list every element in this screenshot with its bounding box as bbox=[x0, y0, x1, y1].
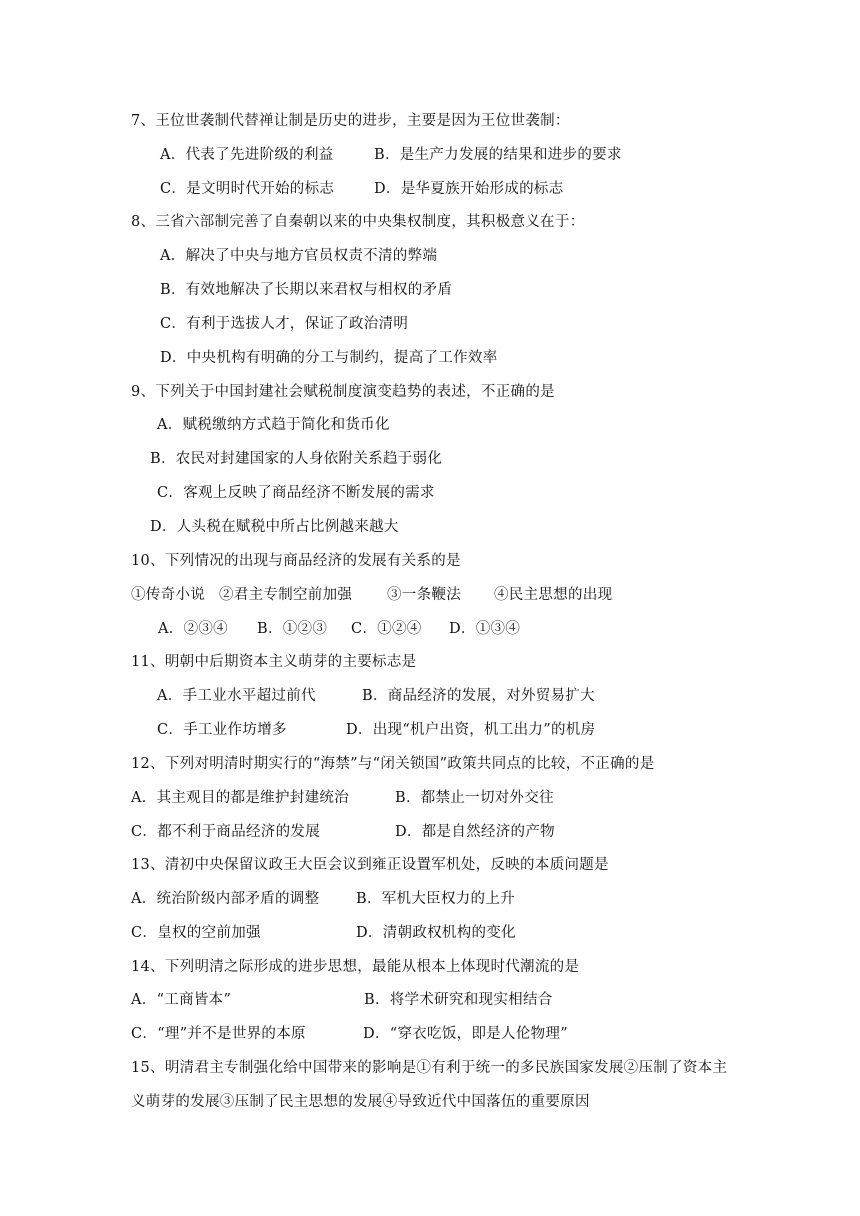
question-10-option-c: C．①②④ bbox=[351, 621, 422, 637]
question-14-option-d: D．“穿衣吃饭，即是人伦物理” bbox=[363, 1026, 568, 1042]
question-7-option-b: B．是生产力发展的结果和进步的要求 bbox=[374, 147, 622, 163]
question-7-option-d: D．是华夏族开始形成的标志 bbox=[374, 181, 564, 197]
question-8-option-b: B．有效地解决了长期以来君权与相权的矛盾 bbox=[160, 282, 453, 298]
question-15-stem-line-2: 义萌芽的发展③压制了民主思想的发展④导致近代中国落伍的重要原因 bbox=[131, 1094, 590, 1110]
question-9-option-c: C．客观上反映了商品经济不断发展的需求 bbox=[157, 485, 435, 501]
question-9-stem: 9、下列关于中国封建社会赋税制度演变趋势的表述，不正确的是 bbox=[131, 384, 555, 400]
question-11-option-a: A．手工业水平超过前代 bbox=[157, 688, 316, 704]
question-10-item-4: ④民主思想的出现 bbox=[494, 587, 613, 603]
question-9-option-a: A．赋税缴纳方式趋于简化和货币化 bbox=[157, 417, 390, 433]
question-12-stem: 12、下列对明清时期实行的“海禁”与“闭关锁国”政策共同点的比较，不正确的是 bbox=[131, 756, 655, 772]
question-13-option-a: A．统治阶级内部矛盾的调整 bbox=[131, 891, 320, 907]
question-14-stem: 14、下列明清之际形成的进步思想，最能从根本上体现时代潮流的是 bbox=[131, 959, 580, 975]
question-8-option-c: C．有利于选拔人才，保证了政治清明 bbox=[160, 316, 409, 332]
question-10-item-3: ③一条鞭法 bbox=[387, 587, 461, 603]
question-14-option-a: A．“工商皆本” bbox=[131, 992, 232, 1008]
question-10-item-2: ②君主专制空前加强 bbox=[219, 587, 353, 603]
question-7-option-c: C．是文明时代开始的标志 bbox=[160, 181, 335, 197]
question-8-option-d: D．中央机构有明确的分工与制约，提高了工作效率 bbox=[160, 350, 498, 366]
question-12-option-a: A．其主观目的都是维护封建统治 bbox=[131, 790, 349, 806]
question-14-option-c: C．“理”并不是世界的本原 bbox=[131, 1026, 306, 1042]
question-13-stem: 13、清初中央保留议政王大臣会议到雍正设置军机处，反映的本质问题是 bbox=[131, 857, 609, 873]
question-13-option-b: B．军机大臣权力的上升 bbox=[356, 891, 515, 907]
question-10-option-a: A．②③④ bbox=[158, 621, 228, 637]
question-11-option-d: D．出现“机户出资，机工出力”的机房 bbox=[346, 722, 596, 738]
question-12-option-c: C．都不利于商品经济的发展 bbox=[131, 824, 320, 840]
question-11-option-c: C．手工业作坊增多 bbox=[157, 722, 287, 738]
question-10-option-b: B．①②③ bbox=[257, 621, 328, 637]
question-9-option-d: D．人头税在赋税中所占比例越来越大 bbox=[150, 519, 399, 535]
question-8-stem: 8、三省六部制完善了自秦朝以来的中央集权制度，其积极意义在于： bbox=[131, 214, 585, 230]
question-10-stem: 10、下列情况的出现与商品经济的发展有关系的是 bbox=[131, 553, 461, 569]
question-8-option-a: A．解决了中央与地方官员权责不清的弊端 bbox=[160, 248, 438, 264]
question-14-option-b: B．将学术研究和现实相结合 bbox=[364, 992, 553, 1008]
question-13-option-c: C．皇权的空前加强 bbox=[131, 925, 261, 941]
question-7-stem: 7、王位世袭制代替禅让制是历史的进步，主要是因为王位世袭制： bbox=[131, 113, 570, 129]
question-10-item-1: ①传奇小说 bbox=[131, 587, 205, 603]
question-10-option-d: D．①③④ bbox=[449, 621, 521, 637]
question-12-option-d: D．都是自然经济的产物 bbox=[395, 824, 555, 840]
question-9-option-b: B．农民对封建国家的人身依附关系趋于弱化 bbox=[150, 451, 443, 467]
question-11-option-b: B．商品经济的发展，对外贸易扩大 bbox=[362, 688, 595, 704]
question-11-stem: 11、明朝中后期资本主义萌芽的主要标志是 bbox=[131, 654, 417, 670]
question-13-option-d: D．清朝政权机构的变化 bbox=[356, 925, 516, 941]
question-15-stem-line-1: 15、明清君主专制强化给中国带来的影响是①有利于统一的多民族国家发展②压制了资本主 bbox=[131, 1060, 728, 1076]
question-12-option-b: B．都禁止一切对外交往 bbox=[395, 790, 554, 806]
question-7-option-a: A．代表了先进阶级的利益 bbox=[160, 147, 334, 163]
